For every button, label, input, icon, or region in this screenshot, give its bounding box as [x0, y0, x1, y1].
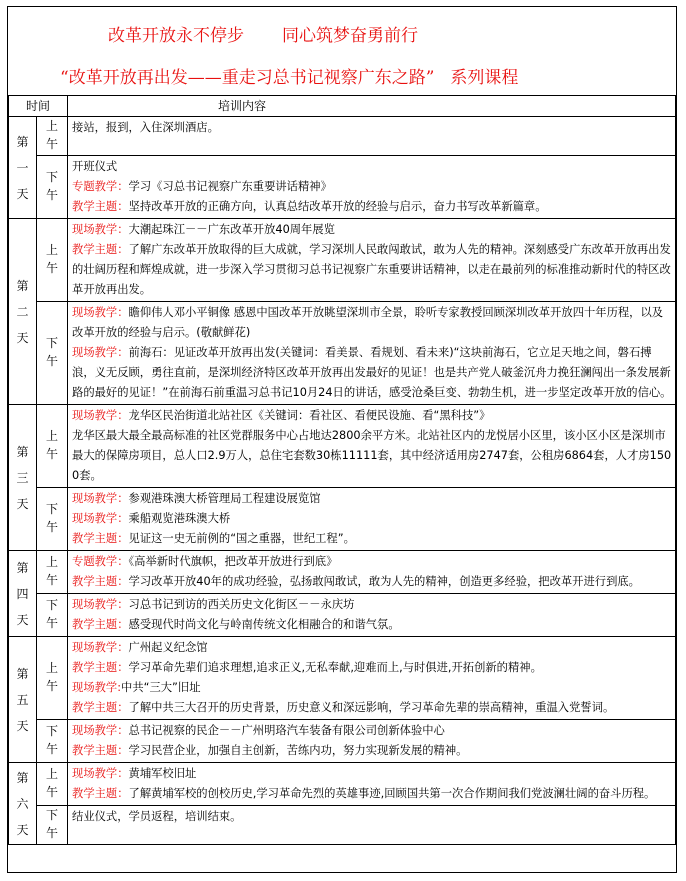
session-item-text: 了解中共三大召开的历史背景，历史意义和深远影响，学习革命先辈的崇高精神，重温入党誓词。	[128, 701, 615, 714]
session-item	[72, 529, 672, 549]
session-item-label: 专题教学：	[72, 180, 129, 193]
session-item-text: 瞻仰伟人邓小平铜像 感恩中国改革开放眺望深圳市全景，聆听专家教授回顾深圳改革开放四十年历程，以及改革开放的经验与启示。(敬献鲜花)	[72, 306, 664, 339]
session-content	[68, 219, 676, 302]
half-afternoon	[37, 302, 68, 405]
table-row	[9, 405, 676, 488]
table-row	[9, 302, 676, 405]
table-row	[9, 637, 676, 720]
session-item-text: 学习《习总书记视察广东重要讲话精神》	[128, 180, 332, 193]
half-label-text: 下午	[45, 502, 58, 534]
half-label-text: 上午	[45, 555, 58, 587]
day-label-text: 第四天	[16, 560, 29, 627]
header-time: 时间	[9, 96, 68, 117]
session-content	[68, 806, 676, 845]
session-content	[68, 156, 676, 219]
session-content	[68, 302, 676, 405]
session-content	[68, 720, 676, 763]
day-label	[9, 117, 37, 219]
table-row	[9, 720, 676, 763]
session-item-label: 教学主题：	[72, 661, 129, 674]
session-item-label: 教学主题：	[72, 575, 129, 588]
session-item	[72, 807, 672, 827]
table-row	[9, 117, 676, 156]
session-item	[72, 572, 672, 592]
session-item-text: 总书记视察的民企－－广州明珞汽车装备有限公司创新体验中心	[128, 724, 445, 737]
day-label-text: 第二天	[16, 278, 29, 345]
half-afternoon	[37, 488, 68, 551]
session-item-text: 广州起义纪念馆	[128, 641, 208, 654]
title-slogan-b: 同心筑梦奋勇前行	[282, 26, 418, 46]
table-row	[9, 488, 676, 551]
table-row	[9, 219, 676, 302]
session-item	[72, 406, 672, 426]
session-content	[68, 763, 676, 806]
half-label-text: 下午	[45, 724, 58, 756]
session-item	[72, 638, 672, 658]
session-content	[68, 405, 676, 488]
session-item	[72, 741, 672, 761]
session-item-text: 结业仪式，学员返程，培训结束。	[72, 810, 242, 823]
session-item-text: 大潮起珠江－－广东改革开放40周年展览	[128, 223, 335, 236]
session-content	[68, 637, 676, 720]
session-item	[72, 240, 672, 300]
session-item	[72, 764, 672, 784]
session-item-text: 坚持改革开放的正确方向，认真总结改革开放的经验与启示，奋力书写改革新篇章。	[128, 200, 547, 213]
session-item-text: 龙华区最大最全最高标准的社区党群服务中心占地达2800余平方米。北站社区内的龙悦居小区里，该小区小区是深圳市最大的保障房项目，总人口2.9万人，总住宅套数30栋11111套，其中经济适用房2747套，公租房6864套，人才房1500套。	[72, 429, 672, 482]
session-item-label: 教学主题：	[72, 243, 129, 256]
day-label-text: 第一天	[16, 134, 29, 201]
session-item	[72, 118, 672, 138]
session-item	[72, 220, 672, 240]
session-item-label: 现场教学：	[72, 409, 129, 422]
session-item	[72, 177, 672, 197]
half-label-text: 下午	[45, 336, 58, 368]
session-item-text: 了解广东改革开放取得的巨大成就，学习深圳人民敢闯敢试，敢为人先的精神。深刻感受广东改革开放再出发的壮阔历程和辉煌成就，进一步深入学习贯彻习总书记视察广东重要讲话精神，以走在最前列的标准推动新时代的特区改革开放再出发。	[72, 243, 671, 296]
half-label-text: 下午	[45, 170, 58, 202]
session-item	[72, 615, 672, 635]
header-content: 培训内容	[68, 96, 676, 117]
day-label-text: 第三天	[16, 444, 29, 511]
half-label-text: 上午	[45, 767, 58, 799]
session-item-label: 现场教学：	[72, 641, 129, 654]
session-item-text: 学习革命先辈们追求理想,追求正义,无私奉献,迎难而上,与时俱进,开拓创新的精神。	[128, 661, 542, 674]
session-item	[72, 426, 672, 486]
session-item-text: 乘船观览港珠澳大桥	[128, 512, 231, 525]
session-item-text: 参观港珠澳大桥管理局工程建设展览馆	[128, 492, 321, 505]
session-item-text: 黄埔军校旧址	[128, 767, 197, 780]
session-item-label: 现场教学：	[72, 306, 129, 319]
session-item-label: 教学主题：	[72, 701, 129, 714]
session-item-label: 专题教学：	[72, 555, 129, 568]
title-line-1	[108, 21, 686, 46]
session-content	[68, 551, 676, 594]
half-label-text: 上午	[45, 243, 58, 275]
session-item-label: 现场教学：	[72, 598, 129, 611]
session-item-label: 现场教学：	[72, 492, 129, 505]
session-content	[68, 488, 676, 551]
session-item	[72, 595, 672, 615]
session-item-text: 习总书记到访的西关历史文化街区－－永庆坊	[128, 598, 355, 611]
session-item-text: 感受现代时尚文化与岭南传统文化相融合的和谐气氛。	[128, 618, 400, 631]
session-item	[72, 658, 672, 678]
day-label	[9, 637, 37, 763]
day-label-text: 第五天	[16, 666, 29, 733]
session-item-text: 学习民营企业，加强自主创新，苦练内功，努力实现新发展的精神。	[128, 744, 468, 757]
half-label-text: 下午	[45, 598, 58, 630]
session-item-label: 现场教学：	[72, 767, 129, 780]
half-morning	[37, 117, 68, 156]
day-label	[9, 405, 37, 551]
session-item-label: 教学主题：	[72, 744, 129, 757]
half-label-text: 上午	[45, 429, 58, 461]
table-row	[9, 551, 676, 594]
session-item-text: 接站，报到，入住深圳酒店。	[72, 121, 219, 134]
title-line-2	[60, 63, 686, 88]
session-item-label: 现场教学：	[72, 724, 129, 737]
session-item-text: 前海石：见证改革开放再出发(关键词：看美景、看规划、看未来)“这块前海石，它立足天地之间，磐石搏浪，义无反顾，勇往直前，是深圳经济特区改革开放再出发最好的见证！也是共产党人破釜沉舟力挽狂澜闯出一条发展新路的最好的见证！”在前海石前重温习总书记10月24日的讲话，感受沧桑巨变、勃勃生机，进一步坚定改革开放的信心。	[72, 346, 672, 399]
half-morning	[37, 763, 68, 806]
half-morning	[37, 637, 68, 720]
session-item-text: 了解黄埔军校的创校历史,学习革命先烈的英雄事迹,回顾国共第一次合作期间我们党波澜壮阔的奋斗历程。	[128, 787, 656, 800]
session-item	[72, 157, 672, 177]
half-afternoon	[37, 806, 68, 845]
session-item-text: 学习改革开放40年的成功经验，弘扬敢闯敢试，敢为人先的精神，创造更多经验，把改革开进行到底。	[128, 575, 640, 588]
title-course-name: “改革开放再出发——重走习总书记视察广东之路”	[60, 68, 435, 88]
session-item-text: 龙华区民治街道北站社区《关键词：看社区、看便民设施、看“黑科技”》	[128, 409, 491, 422]
half-morning	[37, 551, 68, 594]
session-content	[68, 117, 676, 156]
session-item-text: 《高举新时代旗帜，把改革开放进行到底》	[128, 555, 338, 568]
session-item-label: 教学主题：	[72, 618, 129, 631]
table-row	[9, 594, 676, 637]
session-item	[72, 678, 672, 698]
session-item	[72, 698, 672, 718]
session-item-label: 现场教学：	[72, 223, 129, 236]
table-row	[9, 156, 676, 219]
session-item-label: 现场教学：	[72, 346, 129, 359]
table-row	[9, 763, 676, 806]
session-item-label: 现场教学:	[72, 681, 122, 694]
session-item-label: 现场教学：	[72, 512, 129, 525]
session-item-text: 中共“三大”旧址	[121, 681, 201, 694]
half-afternoon	[37, 156, 68, 219]
half-label-text: 下午	[45, 808, 58, 840]
half-afternoon	[37, 594, 68, 637]
session-item	[72, 552, 672, 572]
schedule-body	[9, 117, 676, 845]
session-item	[72, 197, 672, 217]
session-item-text: 见证这一史无前例的“国之重器，世纪工程”。	[128, 532, 355, 545]
session-item	[72, 489, 672, 509]
table-row	[9, 806, 676, 845]
session-item-text: 开班仪式	[72, 160, 118, 173]
session-item-label: 教学主题：	[72, 200, 129, 213]
session-item	[72, 784, 672, 804]
document-frame	[7, 6, 677, 873]
half-morning	[37, 219, 68, 302]
half-afternoon	[37, 720, 68, 763]
day-label	[9, 219, 37, 405]
title-slogan-a: 改革开放永不停步	[108, 26, 244, 46]
session-item	[72, 303, 672, 343]
session-item-label: 教学主题：	[72, 787, 129, 800]
title-course-suffix: 系列课程	[450, 68, 519, 88]
half-morning	[37, 405, 68, 488]
table-header-row	[9, 96, 676, 117]
day-label	[9, 763, 37, 845]
session-item	[72, 343, 672, 403]
session-item	[72, 509, 672, 529]
half-label-text: 上午	[45, 119, 58, 151]
half-label-text: 上午	[45, 661, 58, 693]
session-item-label: 教学主题：	[72, 532, 129, 545]
day-label-text: 第六天	[16, 770, 29, 837]
session-item	[72, 721, 672, 741]
session-content	[68, 594, 676, 637]
schedule-table	[8, 95, 676, 845]
day-label	[9, 551, 37, 637]
